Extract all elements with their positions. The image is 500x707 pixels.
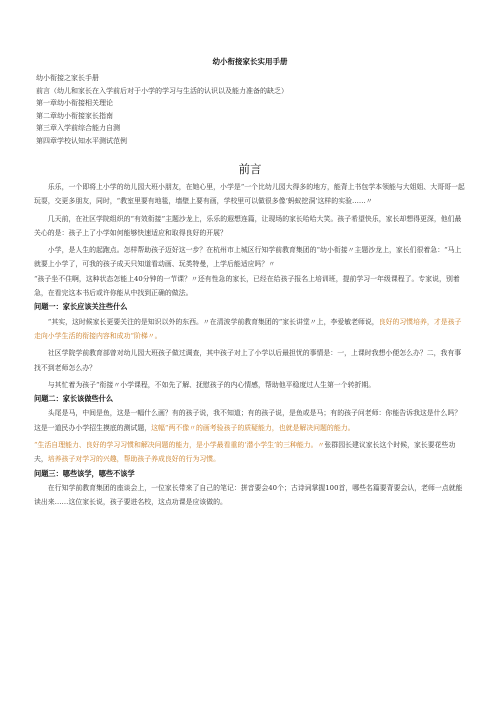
paragraph: 社区学院学前教育部曾对幼儿园大班孩子做过调查，其中孩子对上了小学以后最担忧的事情是：一，上课时我想小便怎么办？二，我有事找不到老师怎么办？ <box>34 349 462 372</box>
paragraph: “其实，这时候家长更要关注的是知识以外的东西。〃在清波学前教育集团的“家长讲堂〃上，李爱敏老师说，良好的习惯培养，才是孩子走向小学生活的衔接内容和成功“阶梯〃。 <box>34 317 462 340</box>
highlight-text: 良好的习惯培养，才是孩子走向小学生活的衔接内容和成功“阶梯〃。 <box>34 317 462 340</box>
toc-item: 第三章入学前综合能力自测 <box>36 124 120 133</box>
document-title: 幼小衔接家长实用手册 <box>212 57 288 66</box>
paragraph: 几天前，在社区学院组织的“有效衔接”主题沙龙上，乐乐的遐想连篇，让现场的家长哈哈大笑。孩子希望快乐，家长却想得更深，他们最关心的是：孩子上了小学如何能够快速适应和取得良好的开展？ <box>34 214 462 237</box>
toc-item: 幼小衔接之家长手册 <box>36 74 99 82</box>
section-heading: 问题三：哪些该学，哪些不该学 <box>34 468 135 478</box>
preface-heading: 前言 <box>238 162 262 176</box>
paragraph: 乐乐，一个即将上小学的幼儿园大班小朋友，在她心里，小学是“一个比幼儿园大得多的地方，能背上书包学本领能与大姐姐、大哥哥一起玩耍，交更多朋友，同时，“教室里要有地毯，墙壁上要有画，学校里可以做很多像‘蚂蚁挖洞’这样的实验……〃 <box>34 183 465 206</box>
paragraph: 与其忙着为孩子“衔接〃小学课程，不如先了解、抚慰孩子的内心情感，帮助他平稳度过人生第一个转折期。 <box>47 380 376 389</box>
section-heading: 问题二：家长该做些什么 <box>34 394 114 404</box>
highlight-text: 培养孩子对学习的兴趣，帮助孩子养成良好的行为习惯。 <box>47 455 221 464</box>
highlight-text: “生活自理能力、良好的学习习惯和解决问题的能力，是小学最看重的‘潜小学生’的三种能力。〃 <box>34 441 325 450</box>
toc-item: 第二章幼小衔接家长指南 <box>36 111 113 120</box>
highlight-text: 这幅“两不像〃的画考验孩子的质疑能力，也就是解决问题的能力。 <box>151 423 355 432</box>
toc-item: 第一章幼小衔接相关理论 <box>36 99 113 108</box>
document-body <box>34 180 468 510</box>
toc-item: 前言（幼儿和家长在入学前后对于小学的学习与生活的认识以及能力准备的缺乏） <box>36 86 288 95</box>
paragraph: “生活自理能力、良好的学习习惯和解决问题的能力，是小学最看重的‘潜小学生’的三种能力。〃张群园长建议家长这个时候，家长要花些功夫，培养孩子对学习的兴趣，帮助孩子养成良好的行为习惯。 <box>34 441 456 464</box>
table-of-contents <box>36 72 288 148</box>
paragraph: 在行知学前教育集团的座谈会上，一位家长带来了自己的笔记：拼音要会40个；古诗词掌握100首，哪些名篇要背要会认，老师一点就能读出来……这位家长说，孩子要进名校，这点功课是应该做的。 <box>34 483 463 507</box>
toc-item: 第四章学校认知水平测试范例 <box>36 136 127 145</box>
paragraph: 头尾是马，中间是鱼，这是一幅什么画？有的孩子说，我不知道；有的孩子说，是鱼或是马；有的孩子问老师：你能告诉我这是什么吗？这是一道民办小学招生摸底的测试题，这幅“两不像〃的画考验孩子的质疑能力，也就是解决问题的能力。 <box>34 409 462 432</box>
section-heading: 问题一：家长应该关注些什么 <box>34 302 128 312</box>
paragraph: 小学，是人生的起跑点。怎样帮助孩子迈好这一步？在杭州市上城区行知学前教育集团的“幼小衔接〃主题沙龙上，家长们很着急：“马上就要上小学了，可我的孩子成天只知道看动画、玩类特曼，上学后能适应吗？〃 <box>34 246 462 269</box>
paragraph: “孩子坐不住啊，这种状态怎能上40分钟的一节课？〃还有性急的家长，已经在给孩子报名上培训班，提前学习一年级课程了。专家说，别着急，在看完这本书后或许你能从中找到正确的做法。 <box>34 274 460 298</box>
